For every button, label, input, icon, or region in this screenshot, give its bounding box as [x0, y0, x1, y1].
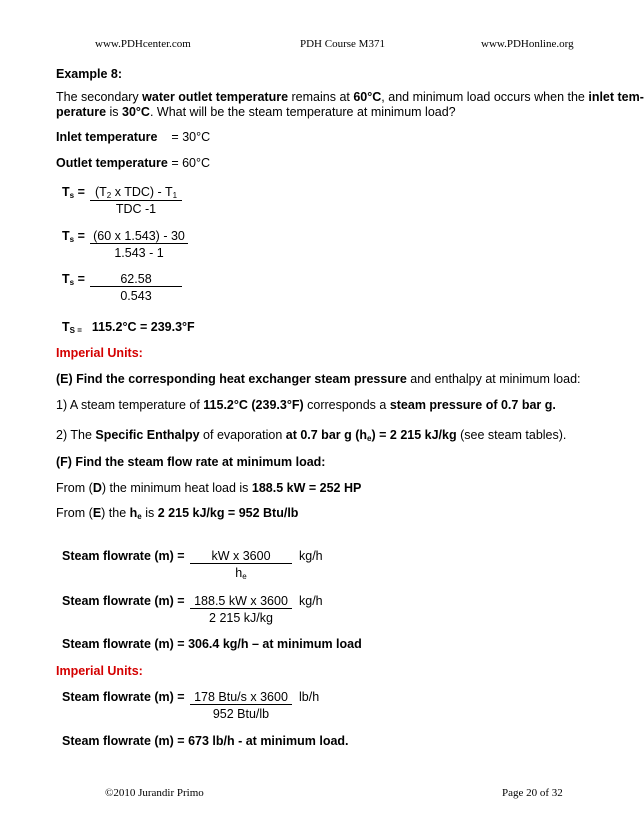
footer-right: Page 20 of 32 [502, 787, 563, 799]
imperial-units-heading-2: Imperial Units: [56, 664, 143, 678]
sf2-numerator: 188.5 kW x 3600 [190, 594, 292, 609]
sf5-result: Steam flowrate (m) = 673 lb/h - at minimum load. [62, 734, 349, 748]
section-f-item-1: From (D) the minimum heat load is 188.5 kW = 252 HP [56, 481, 362, 495]
sf2-unit: kg/h [299, 594, 323, 608]
eq2-numerator: (60 x 1.543) - 30 [90, 229, 188, 244]
sf4-label: Steam flowrate (m) = [62, 690, 185, 704]
inlet-temperature: Inlet temperature = 30°C [56, 130, 211, 144]
section-e-heading: (E) Find the corresponding heat exchanger steam pressure and enthalpy at minimum load: [56, 372, 581, 386]
sf1-numerator: kW x 3600 [190, 549, 292, 564]
header-center: PDH Course M371 [300, 38, 385, 50]
sf4-unit: lb/h [299, 690, 320, 704]
sf2-label: Steam flowrate (m) = [62, 594, 185, 608]
eq4-result: $T_{S =}$ 115.2°C = 239.3°F [62, 320, 195, 335]
eq1-lhs: $T_s$ = [62, 185, 85, 200]
intro-line-1: The secondary water outlet temperature remains at 60°C, and minimum load occurs when the inlet tem- [56, 90, 644, 104]
sf1-denominator: $h_e$ [235, 566, 247, 581]
imperial-units-heading-1: Imperial Units: [56, 346, 143, 360]
sf1-unit: kg/h [299, 549, 323, 563]
eq1-numerator: ($T_2$ x $TDC) - T_1$ [90, 185, 182, 201]
section-e-item-1: 1) A steam temperature of 115.2°C (239.3°F) corresponds a steam pressure of 0.7 bar g. [56, 398, 556, 412]
eq2-lhs: $T_s$ = [62, 229, 85, 244]
eq1-denominator: TDC -1 [115, 202, 157, 216]
outlet-temperature: Outlet temperature = 60°C [56, 156, 211, 170]
section-f-heading: (F) Find the steam flow rate at minimum load: [56, 455, 326, 469]
sf4-denominator: 952 Btu/lb [212, 707, 270, 721]
example-title: Example 8: [56, 67, 123, 81]
header-left: www.PDHcenter.com [95, 38, 191, 50]
eq3-lhs: $T_s$ = [62, 272, 85, 287]
eq3-denominator: 0.543 [120, 289, 152, 303]
eq3-numerator: 62.58 [90, 272, 182, 287]
sf1-label: Steam flowrate (m) = [62, 549, 185, 563]
sf4-numerator: 178 Btu/s x 3600 [190, 690, 292, 705]
intro-line-2: perature is 30°C. What will be the steam temperature at minimum load? [56, 105, 456, 119]
sf3-result: Steam flowrate (m) = 306.4 kg/h – at minimum load [62, 637, 362, 651]
sf2-denominator: 2 215 kJ/kg [209, 611, 273, 625]
header-right: www.PDHonline.org [481, 38, 574, 50]
eq2-denominator: 1.543 - 1 [114, 246, 164, 260]
section-e-item-2: 2) The Specific Enthalpy of evaporation at 0.7 bar g $(h_e) = 2$ 215 kJ/kg (see steam tables). [56, 428, 567, 443]
section-f-item-2: From (E) the $h_e$ is 2 215 kJ/kg = 952 Btu/lb [56, 506, 299, 521]
footer-left: ©2010 Jurandir Primo [105, 787, 204, 799]
